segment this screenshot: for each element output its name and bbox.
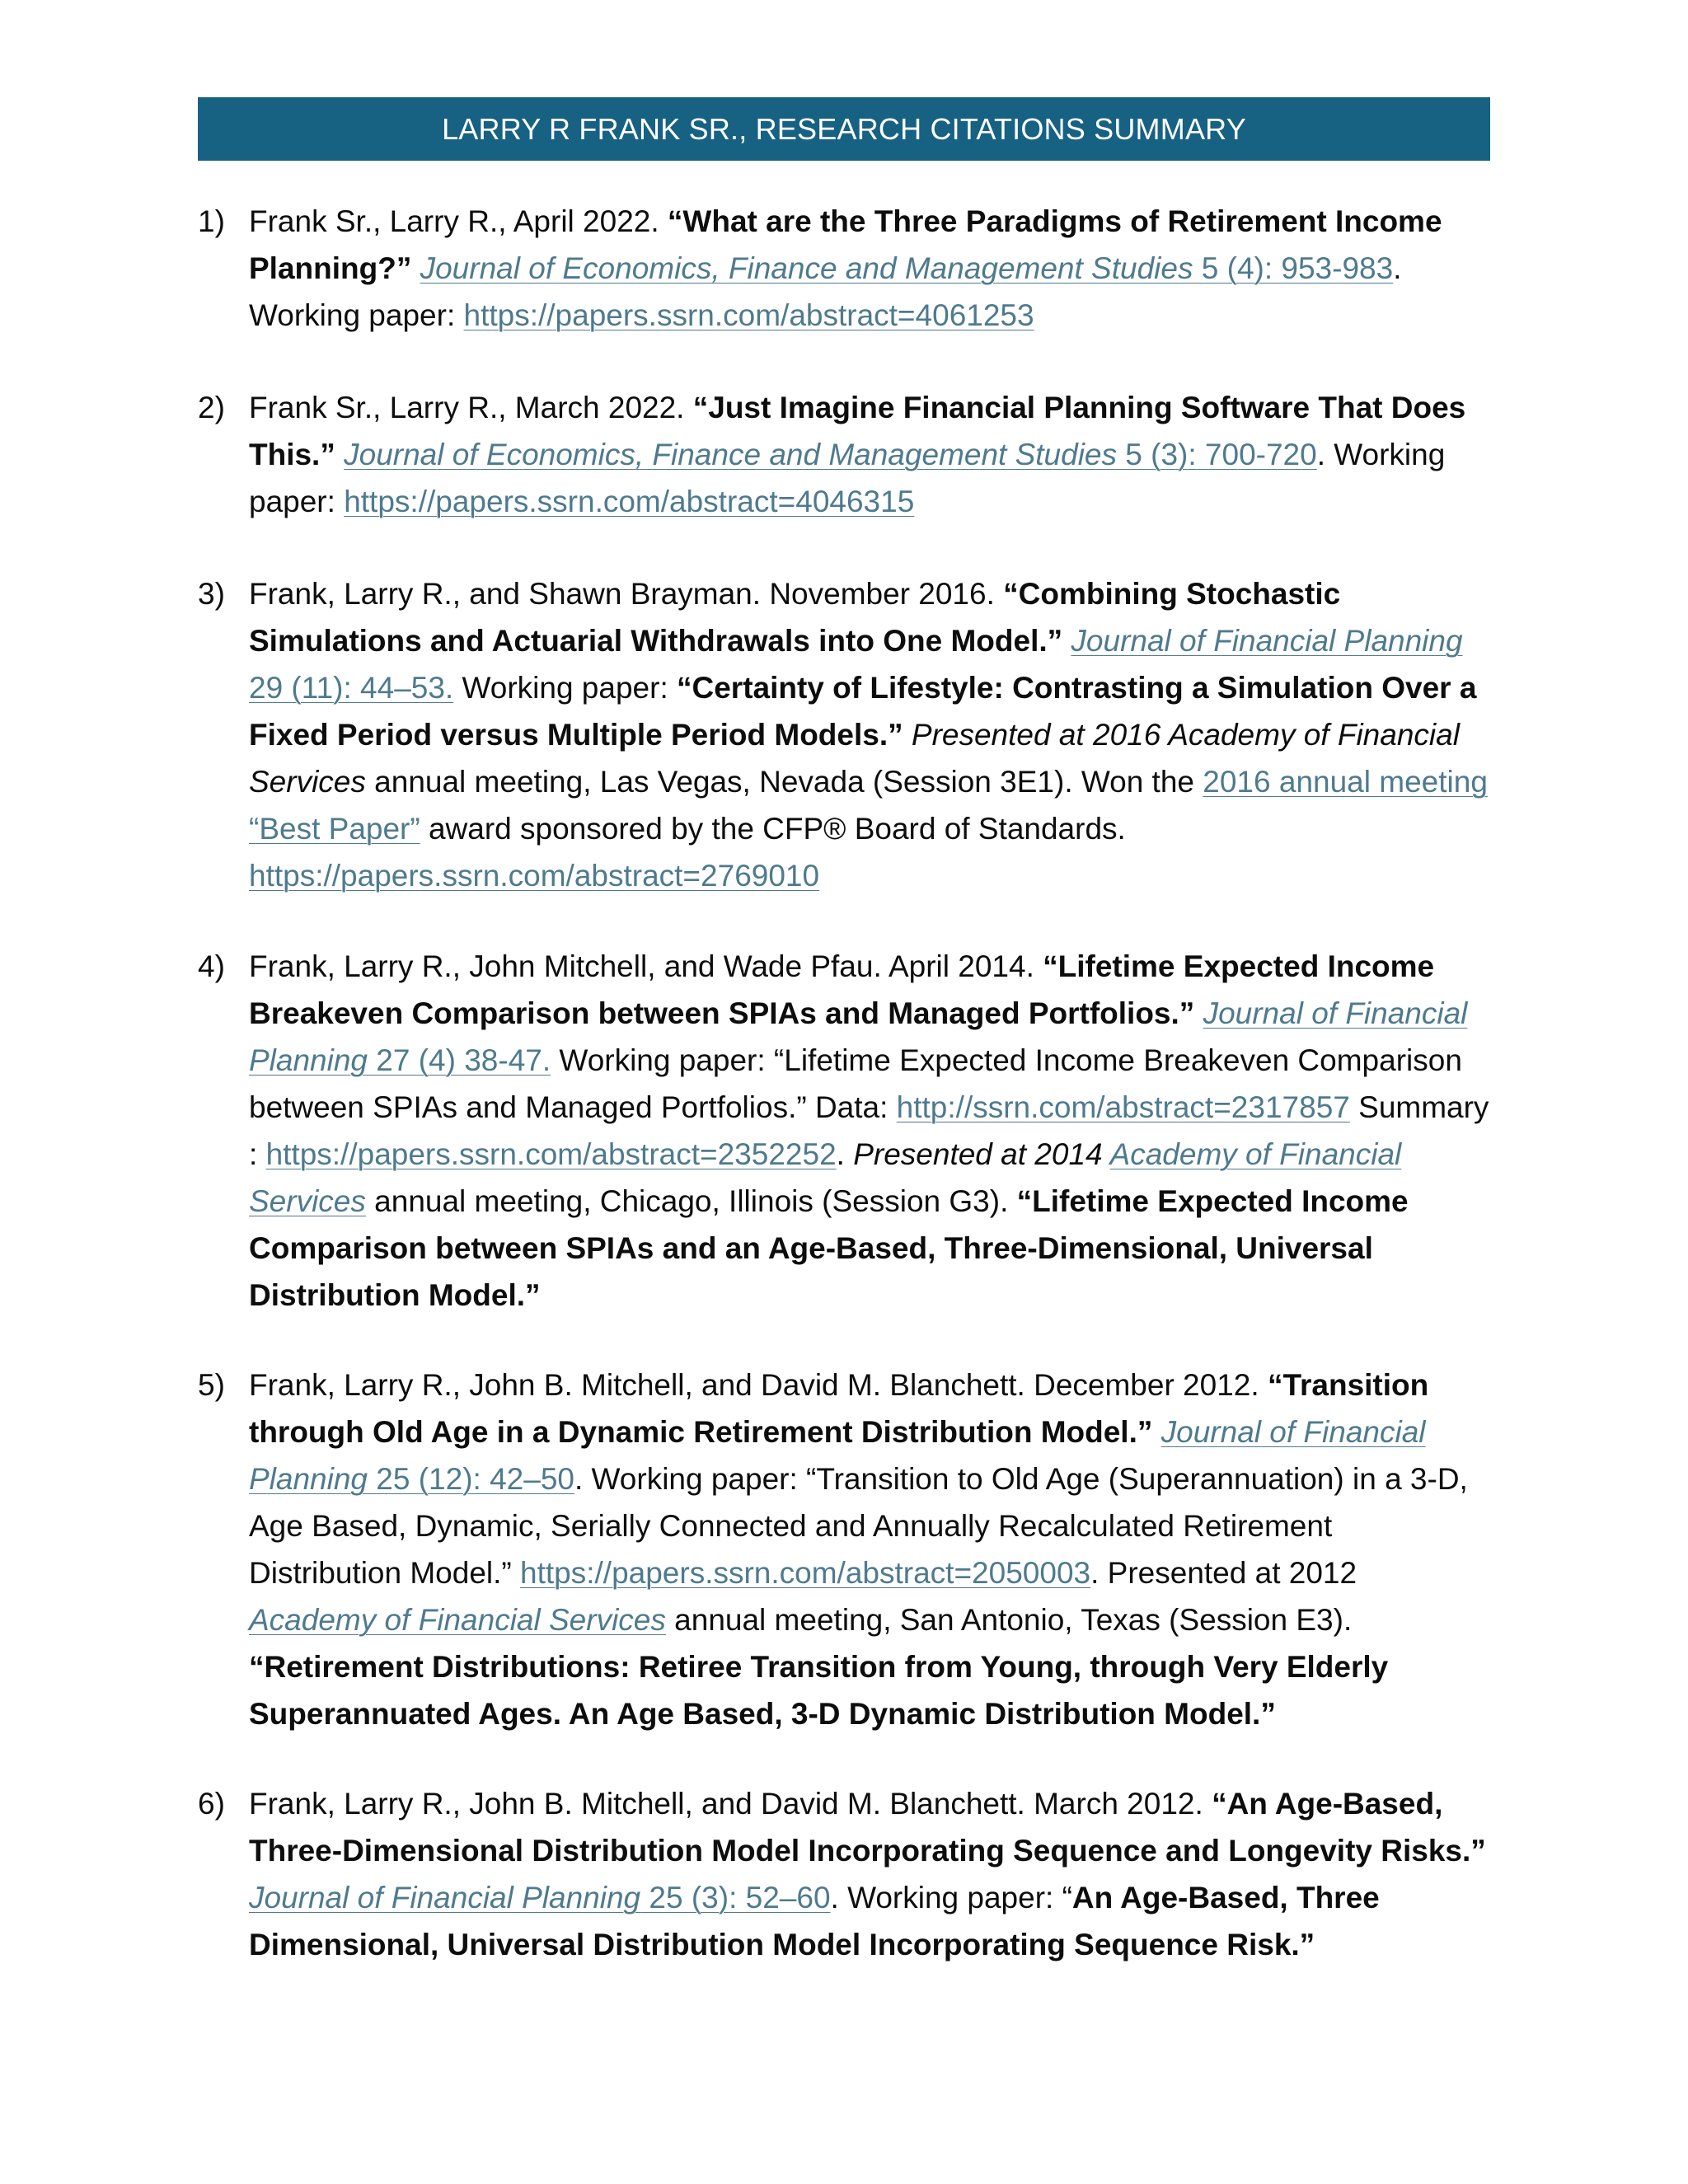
citation-text [249, 198, 1492, 339]
citation-link[interactable]: Journal of Financial Planning [1071, 624, 1463, 658]
citation-link[interactable]: Academy of Financial Services [249, 1137, 1402, 1218]
citation-run: . [836, 1137, 854, 1171]
page-title: LARRY R FRANK SR., RESEARCH CITATIONS SUMMARY [442, 111, 1246, 146]
citation-link[interactable]: 25 (3): 52–60 [640, 1881, 831, 1915]
citation-title: “What are the Three Paradigms of Retirement Income Planning?” [249, 204, 1442, 285]
citation-run: . Working paper: [249, 438, 1446, 518]
citation-run: Frank Sr., Larry R., April 2022. [249, 204, 668, 238]
citation-link[interactable]: 27 (4) 38-47. [368, 1043, 551, 1077]
citation-text [249, 1361, 1492, 1737]
citation-link[interactable]: http://ssrn.com/abstract=2317857 [896, 1090, 1350, 1124]
citation-text [249, 1780, 1492, 1968]
citation-run: Frank, Larry R., John B. Mitchell, and David M. Blanchett. December 2012. [249, 1368, 1268, 1402]
citation-number: 6) [198, 1787, 225, 1821]
citation-link[interactable]: https://papers.ssrn.com/abstract=2352252 [265, 1137, 837, 1171]
citation-text [249, 384, 1492, 525]
citation-run: . Working paper: “ [830, 1881, 1072, 1915]
citation-link[interactable]: 25 (12): 42–50 [368, 1462, 574, 1496]
citation-run: Frank Sr., Larry R., March 2022. [249, 391, 693, 424]
citation-run [1194, 996, 1203, 1030]
citation-run: Working paper: [453, 671, 677, 705]
citation-link[interactable]: 5 (4): 953-983 [1193, 251, 1394, 285]
citation-link[interactable]: Journal of Economics, Finance and Management Studies [420, 251, 1193, 285]
citation-run [335, 438, 344, 471]
citation-title: “Just Imagine Financial Planning Software That Does This.” [249, 391, 1466, 471]
citation-link[interactable]: 2016 annual meeting “Best Paper” [249, 765, 1488, 846]
citation-run: Summary : [249, 1090, 1489, 1171]
citation-run: . Working paper: “Transition to Old Age (Superannuation) in a 3-D, Age Based, Dynamic, Serially Connected and Annually Recalculated Retirement Distribution Model.” [249, 1462, 1468, 1590]
citation-run [903, 718, 912, 752]
citation-number: 3) [198, 577, 225, 611]
citation-run: Presented at 2016 Academy of Financial Services [249, 718, 1460, 799]
citation-run: annual meeting, San Antonio, Texas (Session E3). [665, 1603, 1353, 1637]
citation-title: “Combining Stochastic Simulations and Actuarial Withdrawals into One Model.” [249, 577, 1341, 658]
citation-number: 4) [198, 949, 225, 983]
citation-run [1062, 624, 1071, 658]
citation-run: Frank, Larry R., John Mitchell, and Wade Pfau. April 2014. [249, 949, 1043, 983]
citation-title: “Lifetime Expected Income Comparison between SPIAs and an Age-Based, Three-Dimensional, Universal Distribution Model.” [249, 1184, 1409, 1312]
citation-run [1152, 1415, 1160, 1449]
citation-link[interactable]: Journal of Economics, Finance and Management Studies [344, 438, 1117, 471]
citation-title: “Certainty of Lifestyle: Contrasting a Simulation Over a Fixed Period versus Multiple Period Models.” [249, 671, 1477, 752]
citation-title: “Transition through Old Age in a Dynamic Retirement Distribution Model.” [249, 1368, 1429, 1449]
citation-title: “Lifetime Expected Income Breakeven Comparison between SPIAs and Managed Portfolios.” [249, 949, 1435, 1030]
citation-run: annual meeting, Chicago, Illinois (Session G3). [365, 1184, 1017, 1218]
citation-text [249, 570, 1492, 899]
citation-run [411, 251, 420, 285]
citation-link[interactable]: Journal of Financial Planning [249, 1415, 1426, 1496]
citation-title: “An Age-Based, Three-Dimensional Distribution Model Incorporating Sequence and Longevity Risks.” [249, 1787, 1486, 1868]
citation-run: annual meeting, Las Vegas, Nevada (Session 3E1). Won the [365, 765, 1203, 799]
citation-link[interactable]: https://papers.ssrn.com/abstract=2769010 [249, 859, 820, 893]
citation-text [249, 943, 1492, 1319]
citation-run: award sponsored by the CFP® Board of Standards. [420, 812, 1126, 846]
citation-link[interactable]: 5 (3): 700-720 [1117, 438, 1317, 471]
citation-link[interactable]: Academy of Financial Services [249, 1603, 666, 1637]
page-title-banner [198, 97, 1490, 161]
citation-link[interactable]: https://papers.ssrn.com/abstract=4046315 [344, 485, 915, 518]
citation-run: Working paper: “Lifetime Expected Income Breakeven Comparison between SPIAs and Managed Portfolios.” Data: [249, 1043, 1462, 1124]
citation-run: . Presented at 2012 [1090, 1556, 1357, 1590]
citation-number: 2) [198, 391, 225, 424]
citation-title: “Retirement Distributions: Retiree Transition from Young, through Very Elderly Superannuated Ages. An Age Based, 3-D Dynamic Distribution Model.” [249, 1650, 1389, 1731]
citation-link[interactable]: Journal of Financial Planning [249, 996, 1468, 1077]
citation-run: Presented at 2014 [853, 1137, 1110, 1171]
citation-link[interactable]: Journal of Financial Planning [249, 1881, 641, 1915]
citation-run: . Working paper: [249, 251, 1402, 332]
citation-run: Frank, Larry R., John B. Mitchell, and David M. Blanchett. March 2012. [249, 1787, 1212, 1821]
citation-title: An Age-Based, Three Dimensional, Universal Distribution Model Incorporating Sequence Risk.” [249, 1881, 1380, 1961]
citation-link[interactable]: https://papers.ssrn.com/abstract=2050003 [520, 1556, 1091, 1590]
citation-run: Frank, Larry R., and Shawn Brayman. November 2016. [249, 577, 1004, 611]
citation-link[interactable]: https://papers.ssrn.com/abstract=4061253 [463, 298, 1034, 332]
citation-link[interactable]: 29 (11): 44–53. [249, 671, 454, 705]
citation-number: 5) [198, 1368, 225, 1402]
citation-number: 1) [198, 204, 225, 238]
